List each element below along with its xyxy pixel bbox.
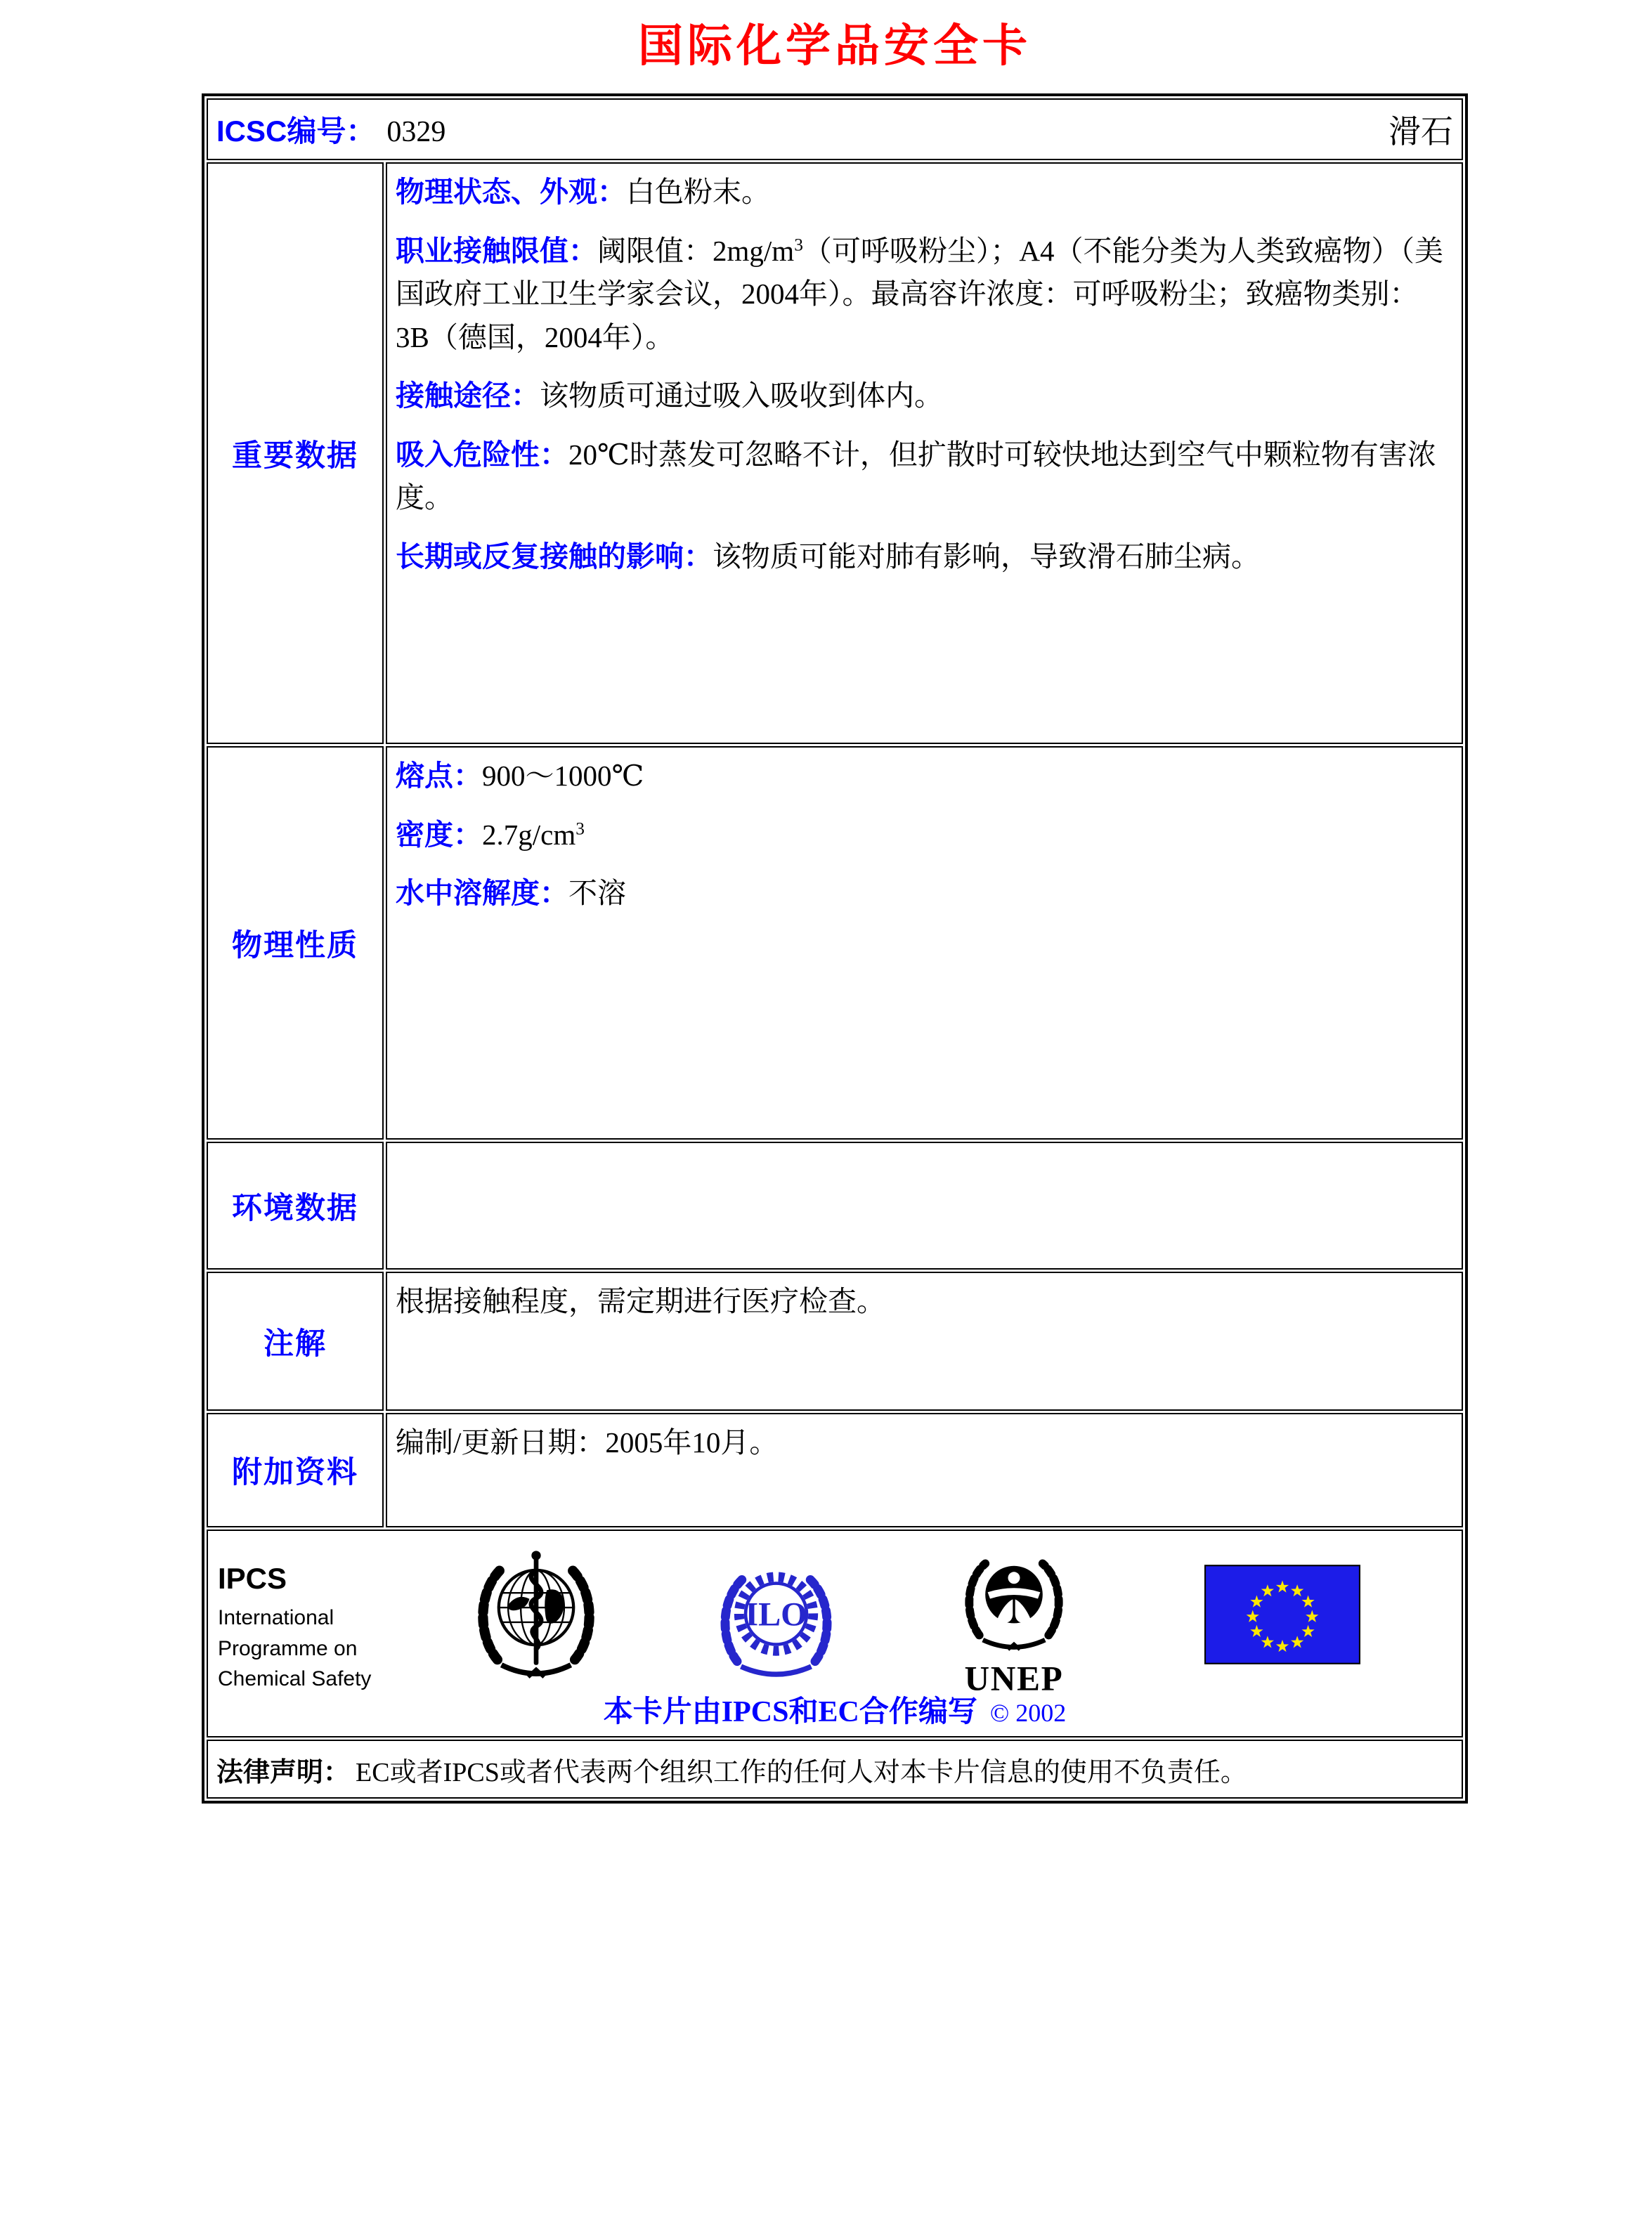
- field-value: 900～1000℃: [482, 759, 644, 792]
- ilo-logo-icon: [711, 1552, 841, 1689]
- section-paragraph: [396, 1421, 1452, 1465]
- section-paragraph: [396, 171, 1452, 214]
- legal-label: 法律声明：: [216, 1757, 351, 1787]
- field-value: （可呼吸粉尘）；A4（不能分类为人类致癌物）（美国政府工业卫生学家会议，2004年）。最高容许浓度：可呼吸粉尘；致癌物类别：3B（德国，2004年）。: [396, 234, 1443, 353]
- header-row: [207, 98, 1463, 160]
- field-value: 该物质可能对肺有影响，导致滑石肺尘病。: [713, 540, 1260, 573]
- section-paragraph: [396, 814, 1452, 857]
- section-label: 物理性质: [207, 746, 384, 1140]
- section-paragraph: [396, 535, 1452, 579]
- field-label: 长期或反复接触的影响：: [396, 540, 713, 573]
- eu-flag-icon: [1204, 1565, 1360, 1668]
- copyright-text: © 2002: [989, 1699, 1067, 1727]
- section-content: [386, 162, 1463, 744]
- legal-row: [207, 1740, 1463, 1799]
- field-label: 熔点：: [396, 759, 482, 792]
- section-row: [207, 1142, 1463, 1270]
- legal-text: EC或者IPCS或者代表两个组织工作的任何人对本卡片信息的使用不负责任。: [356, 1757, 1247, 1787]
- field-label: 水中溶解度：: [396, 877, 568, 909]
- field-value: 阈限值：2mg/m: [597, 234, 795, 267]
- credit-text: 本卡片由IPCS和EC合作编写: [603, 1696, 977, 1728]
- chemical-name: 滑石: [1388, 114, 1453, 150]
- ipcs-line-2: Programme on: [218, 1636, 358, 1660]
- icsc-card-table: [202, 93, 1468, 1804]
- section-row: [207, 746, 1463, 1140]
- section-row: [207, 1272, 1463, 1411]
- superscript: 3: [794, 234, 803, 254]
- legal-cell: [207, 1740, 1463, 1799]
- section-paragraph: [396, 433, 1452, 520]
- unep-label: UNEP: [964, 1659, 1064, 1698]
- section-row: [207, 162, 1463, 744]
- credit-line: [208, 1688, 1462, 1730]
- section-label: 注解: [207, 1272, 384, 1411]
- section-content: [386, 1413, 1463, 1527]
- field-value: 2.7g/cm: [482, 818, 576, 851]
- section-content: [386, 1272, 1463, 1411]
- unep-logo-icon: [954, 1539, 1074, 1706]
- ilo-monogram: ILO: [745, 1596, 807, 1634]
- ipcs-line-1: International: [218, 1606, 334, 1629]
- section-label: 重要数据: [207, 162, 384, 744]
- field-value: 20℃时蒸发可忽略不计，但扩散时可较快地达到空气中颗粒物有害浓度。: [396, 438, 1436, 514]
- icsc-number-group: [216, 108, 445, 150]
- section-label: 附加资料: [207, 1413, 384, 1527]
- section-label: 环境数据: [207, 1142, 384, 1270]
- footer-row: [207, 1530, 1463, 1737]
- field-label: 接触途径：: [396, 379, 540, 412]
- sections-body: [207, 162, 1463, 1527]
- field-value: 编制/更新日期：2005年10月。: [396, 1426, 779, 1459]
- section-paragraph: [396, 755, 1452, 798]
- field-label: 密度：: [396, 818, 482, 851]
- icsc-number-value: 0329: [386, 116, 446, 148]
- field-value: 该物质可通过吸入吸收到体内。: [540, 379, 943, 412]
- section-paragraph: [396, 374, 1452, 418]
- section-paragraph: [396, 230, 1452, 360]
- section-content: [386, 746, 1463, 1140]
- ipcs-line-3: Chemical Safety: [218, 1667, 372, 1690]
- field-label: 职业接触限值：: [396, 234, 597, 267]
- icsc-number-label: ICSC编号：: [216, 115, 376, 148]
- ipcs-title: IPCS: [218, 1562, 287, 1595]
- section-paragraph: [396, 1280, 1452, 1324]
- field-label: 物理状态、外观：: [396, 176, 626, 208]
- page-title: 国际化学品安全卡: [638, 21, 1032, 71]
- field-value: 白色粉末。: [626, 176, 770, 208]
- section-paragraph: [396, 872, 1452, 915]
- field-value: 不溶: [568, 877, 626, 909]
- footer-cell: [207, 1530, 1463, 1737]
- who-logo-icon: [469, 1541, 603, 1693]
- section-content: [386, 1142, 1463, 1270]
- field-value: 根据接触程度，需定期进行医疗检查。: [396, 1285, 885, 1317]
- header-cell: [207, 98, 1463, 160]
- ipcs-block: [218, 1562, 371, 1695]
- superscript: 3: [575, 818, 585, 838]
- field-label: 吸入危险性：: [396, 438, 568, 471]
- section-row: [207, 1413, 1463, 1527]
